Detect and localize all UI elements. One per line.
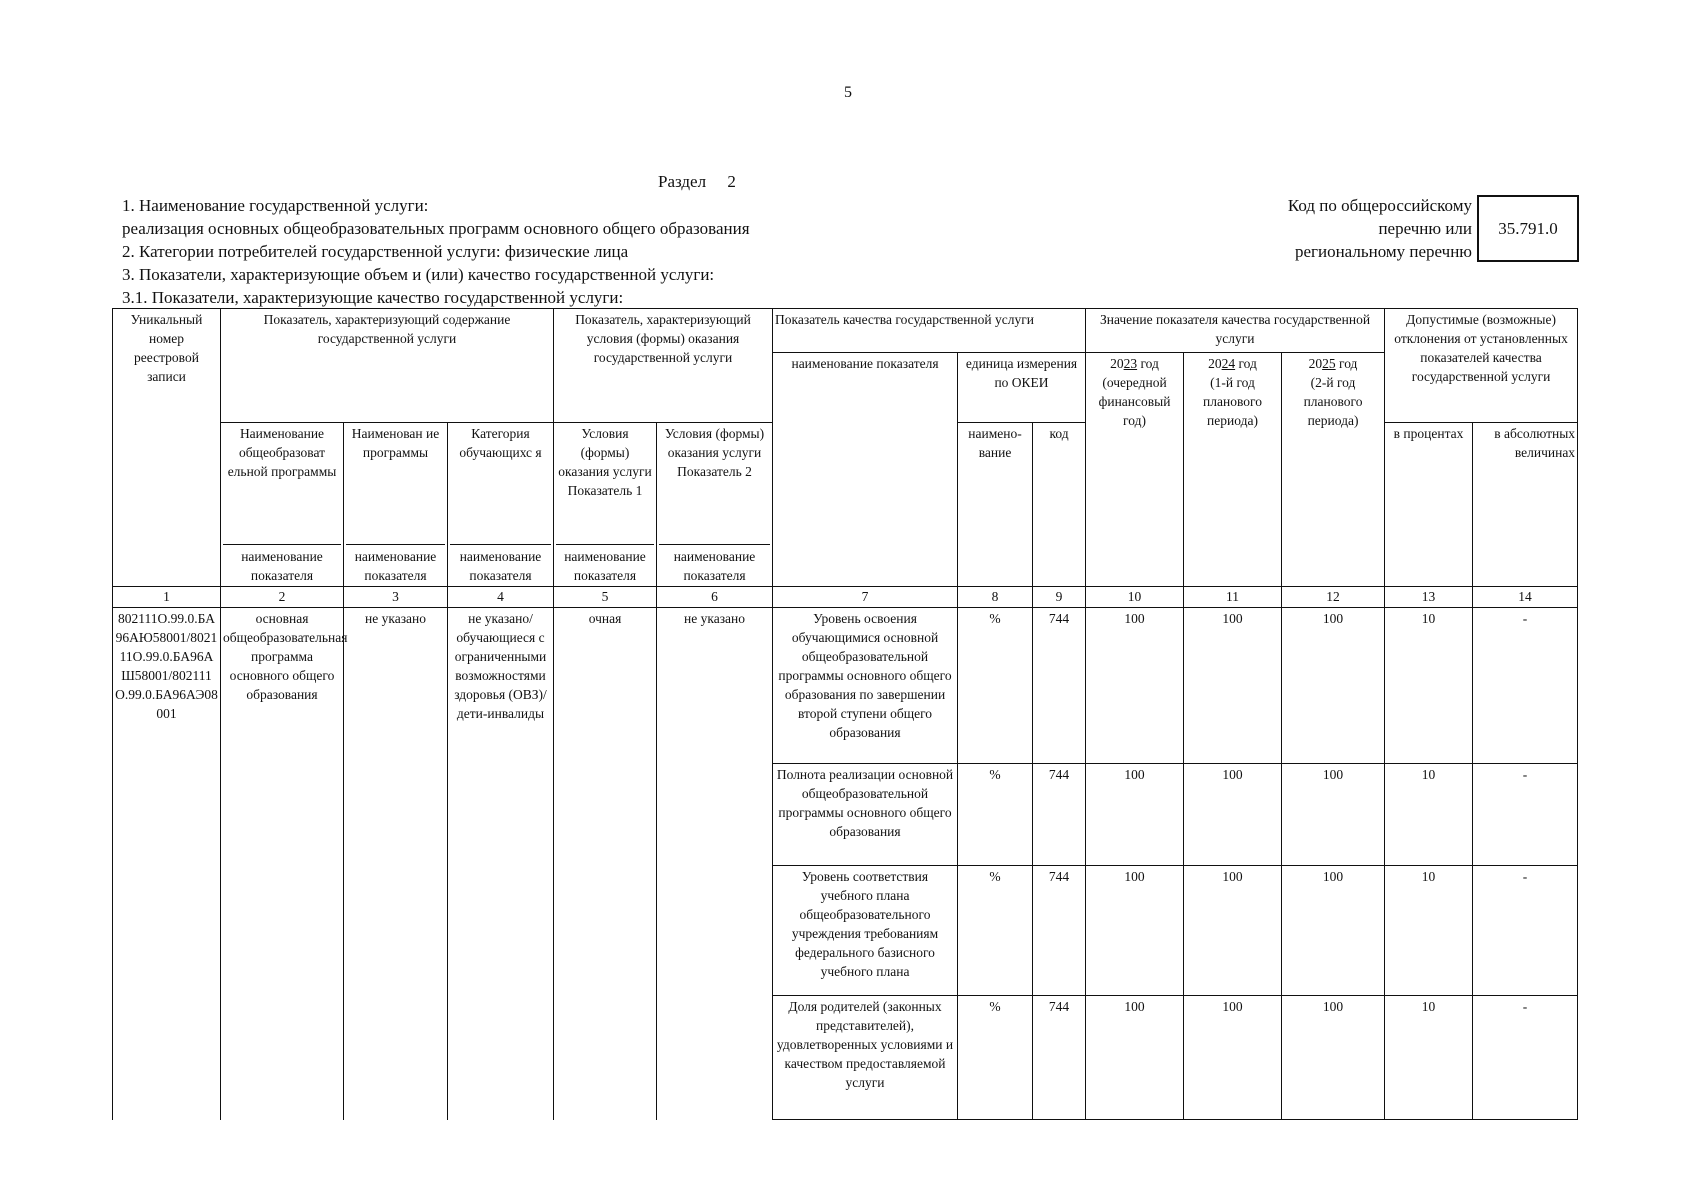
table-row: [113, 608, 1578, 764]
unit-name: %: [958, 608, 1033, 764]
indicator-name: Доля родителей (законных представителей), удовлетворенных условиями и качеством предоставляемой услуги: [773, 996, 958, 1120]
indicator-name: Уровень соответствия учебного плана общеобразовательного учреждения требованиям федерального базисного учебного плана: [773, 866, 958, 996]
record-category: не указано/ обучающиеся с ограниченными возможностями здоровья (ОВЗ)/дети-инвалиды: [448, 608, 554, 1120]
header-content-indicator: Показатель, характеризующий содержание государственной услуги: [221, 309, 554, 423]
indicator-name: Уровень освоения обучающимися основной общеобразовательной программы основного общего образования по завершении второй ступени общего образования: [773, 608, 958, 764]
col-number: 10: [1086, 587, 1184, 608]
value-year-1: 100: [1086, 764, 1184, 866]
col-number: 2: [221, 587, 344, 608]
deviation-absolute: -: [1473, 608, 1578, 764]
value-year-3: 100: [1282, 764, 1385, 866]
col-number: 6: [657, 587, 773, 608]
deviation-absolute: -: [1473, 764, 1578, 866]
col-number: 13: [1385, 587, 1473, 608]
header-okei-unit: единица измерения по ОКЕИ: [958, 353, 1086, 423]
quality-indicators-heading: 3.1. Показатели, характеризующие качество государственной услуги:: [122, 288, 624, 307]
record-program-name: не указано: [344, 608, 448, 1120]
subheader-condition-2: Условия (формы) оказания услуги Показатель 2 наименование показателя: [657, 423, 773, 587]
unit-code: 744: [1033, 866, 1086, 996]
section-number: 2: [727, 172, 736, 191]
subheader-absolute: в абсолютных величинах: [1473, 423, 1578, 587]
deviation-percent: 10: [1385, 608, 1473, 764]
page-number: 5: [844, 84, 852, 101]
subheader-unit-code: код: [1033, 423, 1086, 587]
unit-name: %: [958, 764, 1033, 866]
value-year-3: 100: [1282, 608, 1385, 764]
col-number: 14: [1473, 587, 1578, 608]
col-number: 3: [344, 587, 448, 608]
code-label-1: Код по общероссийскому: [1287, 196, 1472, 215]
subheader-program: Наименование общеобразоват ельной программы наименование показателя: [221, 423, 344, 587]
deviation-absolute: -: [1473, 866, 1578, 996]
subheader-condition-1: Условия (формы) оказания услуги Показатель 1 наименование показателя: [554, 423, 657, 587]
col-number: 8: [958, 587, 1033, 608]
unit-code: 744: [1033, 996, 1086, 1120]
header-unique-number: Уникальный номер реестровой записи: [113, 309, 221, 587]
value-year-2: 100: [1184, 608, 1282, 764]
deviation-absolute: -: [1473, 996, 1578, 1120]
unit-name: %: [958, 996, 1033, 1120]
header-year-1: 2023 год (очередной финансовый год): [1086, 353, 1184, 587]
subheader-program-name: Наименован ие программы наименование показателя: [344, 423, 448, 587]
col-number: 5: [554, 587, 657, 608]
subheader-percent: в процентах: [1385, 423, 1473, 587]
section-heading: [658, 172, 736, 192]
header-year-3: 2025 год (2-й год планового периода): [1282, 353, 1385, 587]
indicator-name: Полнота реализации основной общеобразовательной программы основного общего образования: [773, 764, 958, 866]
col-number: 4: [448, 587, 554, 608]
header-indicator-name: наименование показателя: [773, 353, 958, 587]
subheader-unit-name: наимено-вание: [958, 423, 1033, 587]
header-conditions-indicator: Показатель, характеризующий условия (формы) оказания государственной услуги: [554, 309, 773, 423]
record-id: 802111О.99.0.БА96АЮ58001/802111О.99.0.БА96АШ58001/802111О.99.0.БА96АЭ08001: [113, 608, 221, 1120]
service-name: реализация основных общеобразовательных программ основного общего образования: [122, 219, 750, 238]
value-year-1: 100: [1086, 866, 1184, 996]
service-code: 35.791.0: [1498, 218, 1558, 238]
value-year-1: 100: [1086, 996, 1184, 1120]
unit-code: 744: [1033, 764, 1086, 866]
value-year-2: 100: [1184, 866, 1282, 996]
value-year-3: 100: [1282, 866, 1385, 996]
header-year-2: 2024 год (1-й год планового периода): [1184, 353, 1282, 587]
unit-code: 744: [1033, 608, 1086, 764]
deviation-percent: 10: [1385, 764, 1473, 866]
header-quality-indicator: Показатель качества государственной услуги: [773, 309, 1086, 353]
header-allowed-deviation: Допустимые (возможные) отклонения от установленных показателей качества государственной услуги: [1385, 309, 1578, 423]
col-number: 7: [773, 587, 958, 608]
header-indicator-value: Значение показателя качества государственной услуги: [1086, 309, 1385, 353]
value-year-3: 100: [1282, 996, 1385, 1120]
service-name-label: 1. Наименование государственной услуги:: [122, 196, 429, 215]
column-numbers-row: [113, 587, 1578, 608]
value-year-2: 100: [1184, 996, 1282, 1120]
record-condition-1: очная: [554, 608, 657, 1120]
deviation-percent: 10: [1385, 996, 1473, 1120]
col-number: 1: [113, 587, 221, 608]
deviation-percent: 10: [1385, 866, 1473, 996]
section-label: Раздел: [658, 172, 707, 191]
value-year-1: 100: [1086, 608, 1184, 764]
code-label-2: перечню или: [1378, 219, 1472, 238]
quality-indicators-table: [112, 308, 1578, 1120]
col-number: 9: [1033, 587, 1086, 608]
service-code-box: [1477, 195, 1579, 262]
col-number: 11: [1184, 587, 1282, 608]
value-year-2: 100: [1184, 764, 1282, 866]
col-number: 12: [1282, 587, 1385, 608]
unit-name: %: [958, 866, 1033, 996]
record-condition-2: не указано: [657, 608, 773, 1120]
subheader-category: Категория обучающихс я наименование показателя: [448, 423, 554, 587]
indicators-heading: 3. Показатели, характеризующие объем и (или) качество государственной услуги:: [122, 265, 715, 284]
record-program: основная общеобразовательная программа основного общего образования: [221, 608, 344, 1120]
consumer-categories: 2. Категории потребителей государственной услуги: физические лица: [122, 242, 629, 261]
code-label-3: региональному перечню: [1294, 242, 1472, 261]
